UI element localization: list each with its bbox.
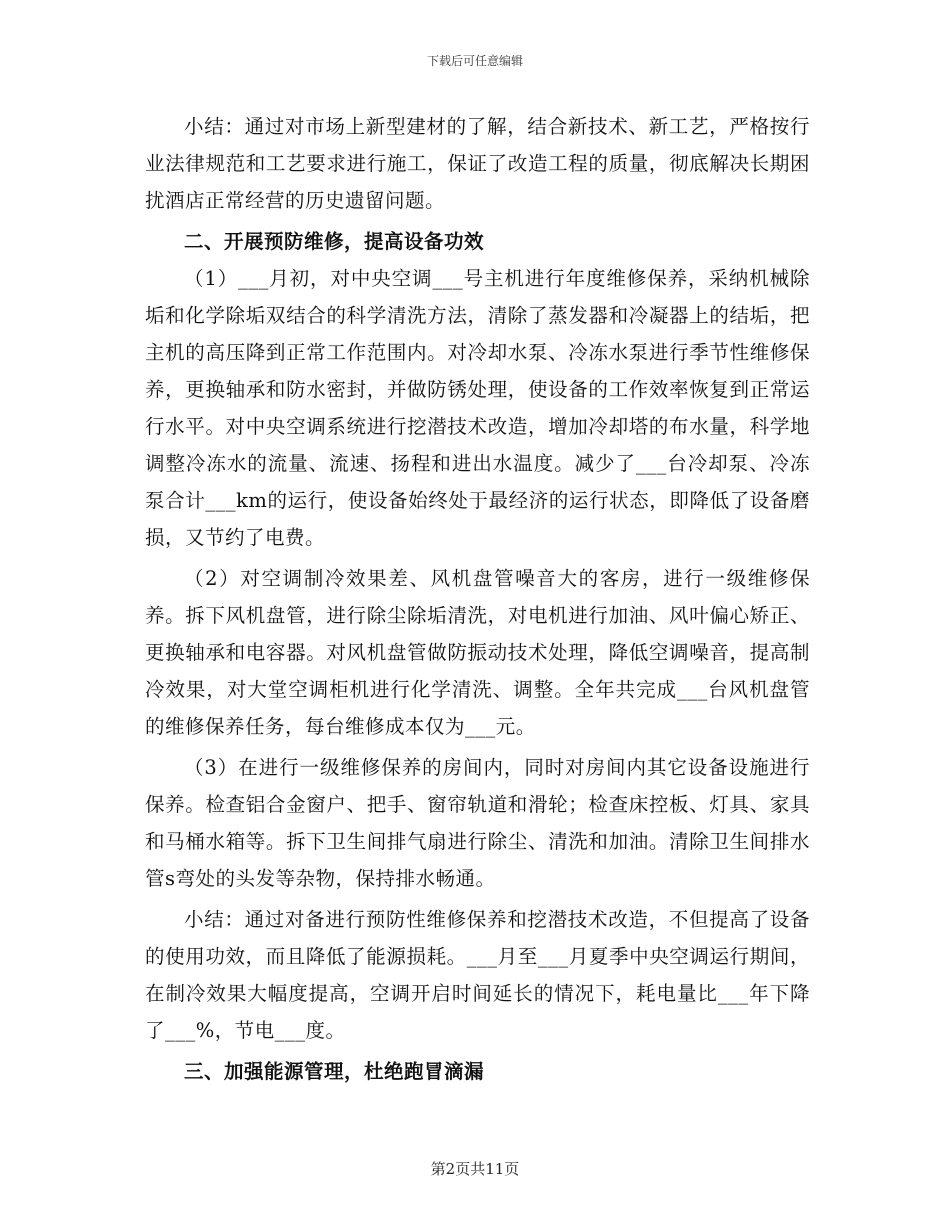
page-number: 第2页共11页 [430,1160,520,1178]
item-paragraph-3: （3）在进行一级维修保养的房间内，同时对房间内其它设备设施进行保养。检查铝合金窗户、把手、窗帘轨道和滑轮；检查床控板、灯具、家具和马桶水箱等。拆下卫生间排气扇进行除尘、清洗和加油。清除卫生间排水管s弯处的头发等杂物，保持排水畅通。 [145,756,810,890]
summary-paragraph-1: 小结：通过对市场上新型建材的了解，结合新技术、新工艺，严格按行业法律规范和工艺要求进行施工，保证了改造工程的质量，彻底解决长期困扰酒店正常经营的历史遗留问题。 [145,115,810,212]
section-heading-3: 三、加强能源管理，杜绝跑冒滴漏 [184,1060,485,1083]
section-heading-2: 二、开展预防维修，提高设备功效 [184,230,485,253]
page-header: 下载后可任意编辑 [426,54,523,68]
item-paragraph-2: （2）对空调制冷效果差、风机盘管噪音大的客房，进行一级维修保养。拆下风机盘管，进行除尘除垢清洗，对电机进行加油、风叶偏心矫正、更换轴承和电容器。对风机盘管做防振动技术处理，降低空调噪音，提高制冷效果，对大堂空调柜机进行化学清洗、调整。全年共完成___台风机盘管的维修保养任务，每台维修成本仅为___元。 [145,567,810,738]
item-paragraph-1: （1）___月初，对中央空调___号主机进行年度维修保养，采纳机械除垢和化学除垢双结合的科学清洗方法，清除了蒸发器和冷凝器上的结垢，把主机的高压降到正常工作范围内。对冷却水泵、冷冻水泵进行季节性维修保养，更换轴承和防水密封，并做防锈处理，使设备的工作效率恢复到正常运行水平。对中央空调系统进行挖潜技术改造，增加冷却塔的布水量，科学地调整冷冻水的流量、流速、扬程和进出水温度。减少了___台冷却泵、冷冻泵合计___km的运行，使设备始终处于最经济的运行状态，即降低了设备磨损，又节约了电费。 [145,267,810,549]
summary-paragraph-2: 小结：通过对备进行预防性维修保养和挖潜技术改造，不但提高了设备的使用功效，而且降低了能源损耗。___月至___月夏季中央空调运行期间，在制冷效果大幅度提高，空调开启时间延长的情况下，耗电量比___年下降了___%，节电___度。 [145,908,810,1042]
document-body [145,108,810,1090]
